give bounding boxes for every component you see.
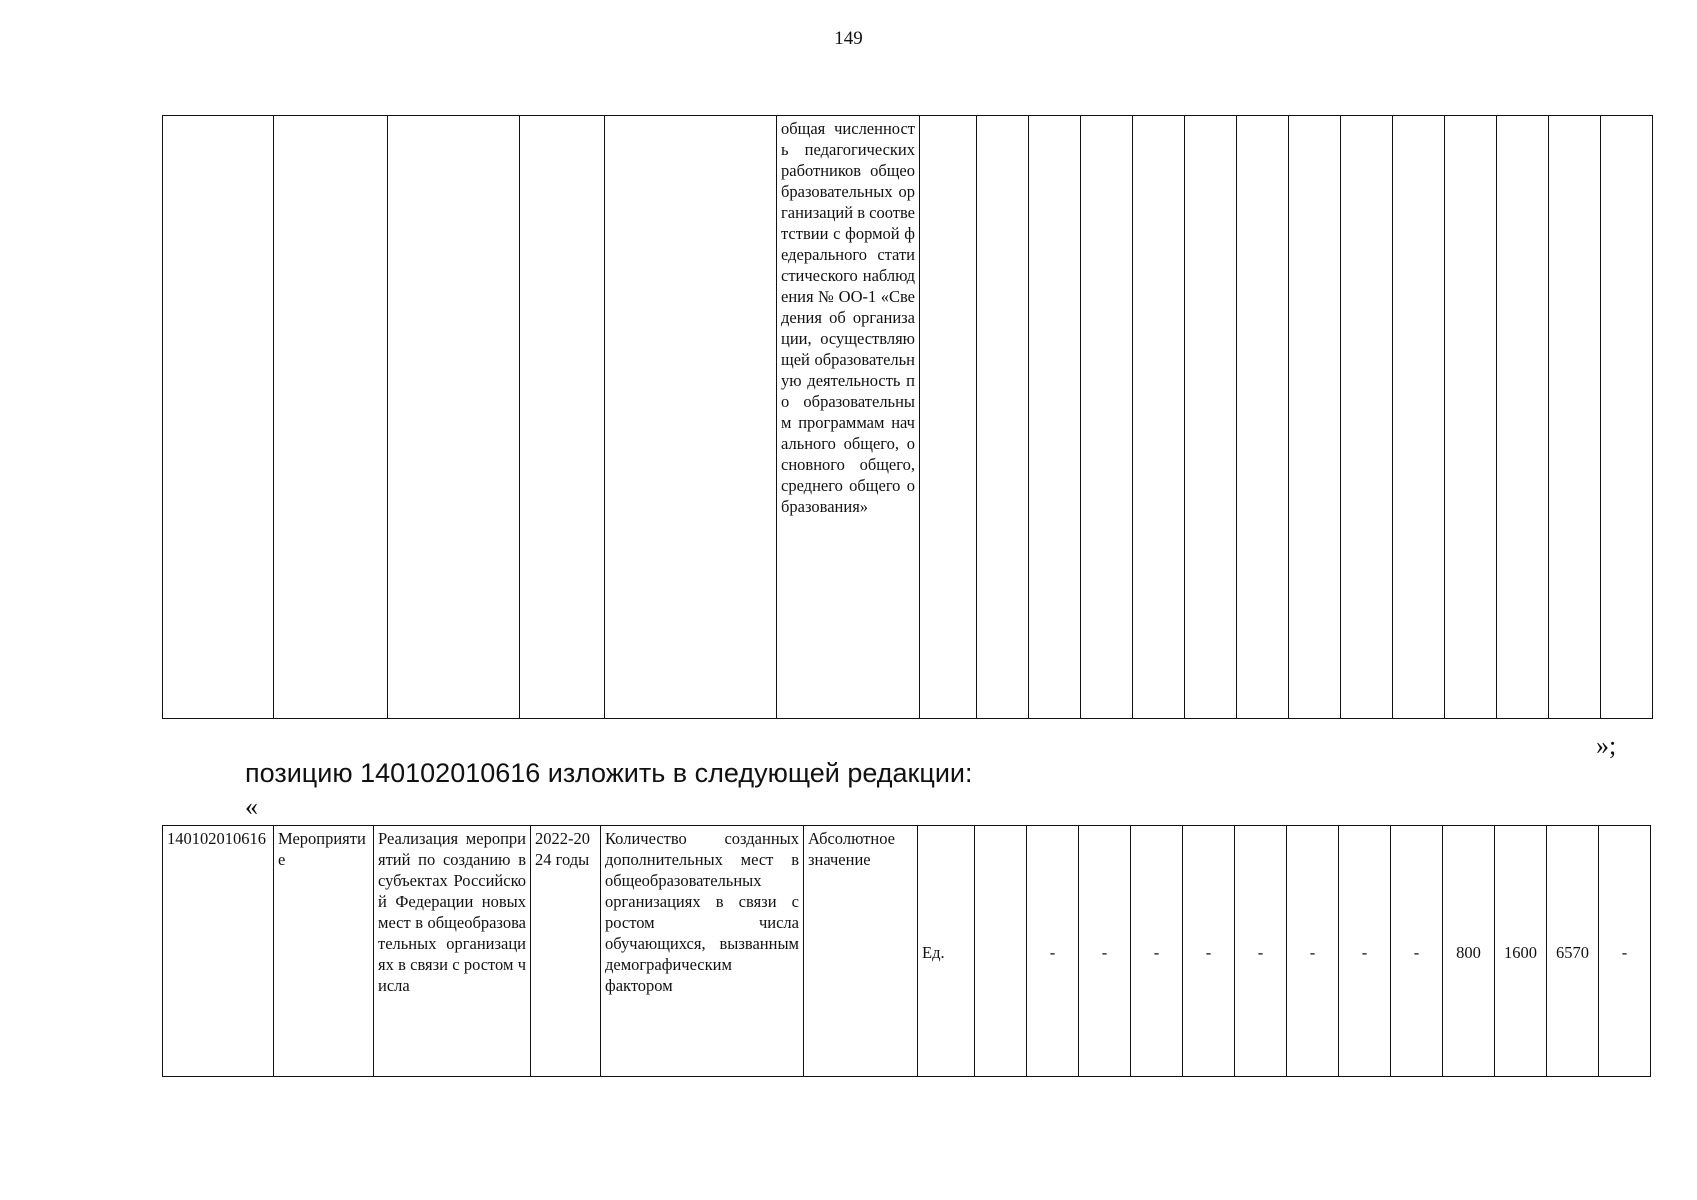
table-cell (1497, 116, 1549, 719)
table-cell (605, 116, 777, 719)
value-cell: - (1027, 826, 1079, 1077)
code-cell: 140102010616 (163, 826, 274, 1077)
table-cell (520, 116, 605, 719)
value-cell: - (1131, 826, 1183, 1077)
table-cell (1237, 116, 1289, 719)
table-cell (388, 116, 520, 719)
closing-quote: »; (1596, 731, 1617, 760)
indicator-description-cell: общая численность педагогических работников общеобразовательных организаций в соответствии с формой федерального статистического наблюдения № ОО-1 «Сведения об организации, осуществляющей образовательную деятельность по образовательным программам начального общего, основного общего, среднего общего образования» (777, 116, 920, 719)
value-cell: - (1183, 826, 1235, 1077)
table-cell (1341, 116, 1393, 719)
value-cell: - (1391, 826, 1443, 1077)
value-cell (975, 826, 1027, 1077)
table-cell (163, 116, 274, 719)
table-cell (1549, 116, 1601, 719)
value-cell: - (1287, 826, 1339, 1077)
table-cell (1601, 116, 1653, 719)
table-cell (1081, 116, 1133, 719)
name-cell: Реализация мероприятий по созданию в субъектах Российской Федерации новых мест в общеобразовательных организациях в связи с ростом числа (374, 826, 531, 1077)
period-cell: 2022-2024 годы (531, 826, 601, 1077)
unit-cell: Ед. (918, 826, 975, 1077)
value-cell: - (1339, 826, 1391, 1077)
amendment-instruction: позицию 140102010616 изложить в следующей редакции: (245, 758, 973, 788)
value-cell: - (1235, 826, 1287, 1077)
table-row (163, 116, 1653, 719)
page-number: 149 (834, 28, 863, 49)
table-cell (1289, 116, 1341, 719)
indicator-cell: Количество созданных дополнительных мест в общеобразовательных организациях в связи с ростом числа обучающихся, вызванным демографическим фактором (601, 826, 804, 1077)
table-cell (1185, 116, 1237, 719)
value-cell: - (1079, 826, 1131, 1077)
table-cell (1133, 116, 1185, 719)
continuation-table (162, 115, 1653, 719)
table-cell (920, 116, 977, 719)
value-cell: - (1599, 826, 1651, 1077)
value-cell: 6570 (1547, 826, 1599, 1077)
type-cell: Мероприятие (274, 826, 374, 1077)
opening-quote: « (245, 792, 258, 821)
table-cell (977, 116, 1029, 719)
table-cell (1393, 116, 1445, 719)
value-type-cell: Абсолютное значение (804, 826, 918, 1077)
table-cell (1445, 116, 1497, 719)
table-row (163, 826, 1651, 1077)
table-cell (1029, 116, 1081, 719)
value-cell: 800 (1443, 826, 1495, 1077)
value-cell: 1600 (1495, 826, 1547, 1077)
replacement-table (162, 825, 1651, 1077)
table-cell (274, 116, 388, 719)
